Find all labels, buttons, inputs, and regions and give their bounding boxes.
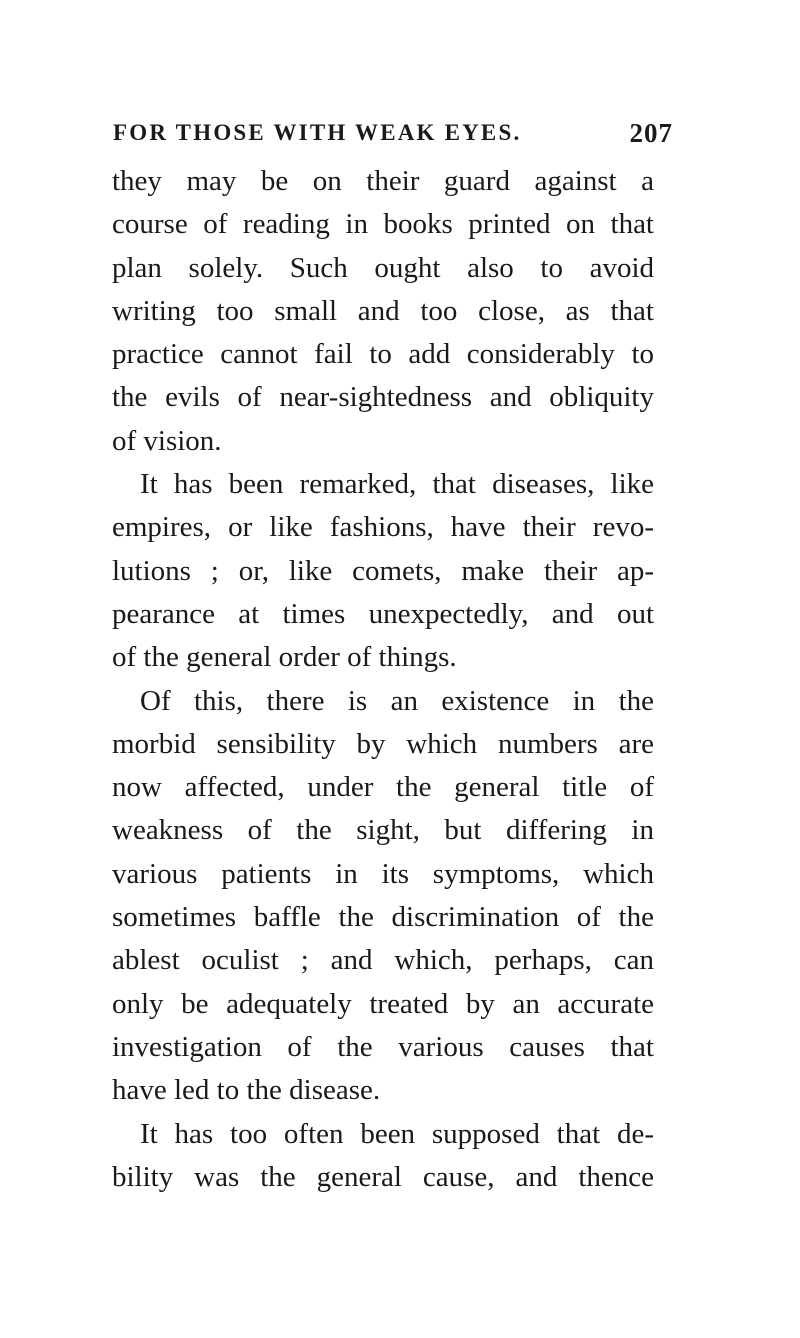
running-head	[113, 113, 673, 153]
text-line: investigation of the various causes that	[112, 1030, 654, 1063]
text-line: lutions ; or, like comets, make their ap-	[112, 554, 654, 587]
text-line: practice cannot fail to add considerably to	[112, 338, 654, 371]
paragraph-start-line: It has too often been supposed that de-	[140, 1117, 654, 1150]
paragraph-start-line: It has been remarked, that diseases, like	[140, 468, 654, 501]
text-line: bility was the general cause, and thence	[112, 1160, 654, 1193]
text-line: only be adequately treated by an accurate	[112, 987, 654, 1020]
paragraph-end-line: of vision.	[112, 424, 222, 457]
page-number: 207	[629, 118, 673, 148]
text-line: sometimes baffle the discrimination of the	[112, 901, 654, 934]
text-line: plan solely. Such ought also to avoid	[112, 251, 654, 284]
text-line: pearance at times unexpectedly, and out	[112, 597, 654, 630]
text-line: morbid sensibility by which numbers are	[112, 727, 654, 760]
paragraph-end-line: of the general order of things.	[112, 641, 457, 674]
text-line: writing too small and too close, as that	[112, 294, 654, 327]
paragraph-end-line: have led to the disease.	[112, 1074, 381, 1107]
text-line: the evils of near-sightedness and obliquity	[112, 381, 654, 414]
running-head-title: FOR THOSE WITH WEAK EYES.	[113, 120, 522, 145]
text-line: now affected, under the general title of	[112, 771, 654, 804]
paragraph-start-line: Of this, there is an existence in the	[140, 684, 654, 717]
body-text	[112, 160, 654, 1199]
text-line: course of reading in books printed on that	[112, 208, 654, 241]
text-line: empires, or like fashions, have their revo-	[112, 511, 654, 544]
text-line: various patients in its symptoms, which	[112, 857, 654, 890]
text-line: weakness of the sight, but differing in	[112, 814, 654, 847]
text-line: ablest oculist ; and which, perhaps, can	[112, 944, 654, 977]
text-line: they may be on their guard against a	[112, 165, 654, 197]
